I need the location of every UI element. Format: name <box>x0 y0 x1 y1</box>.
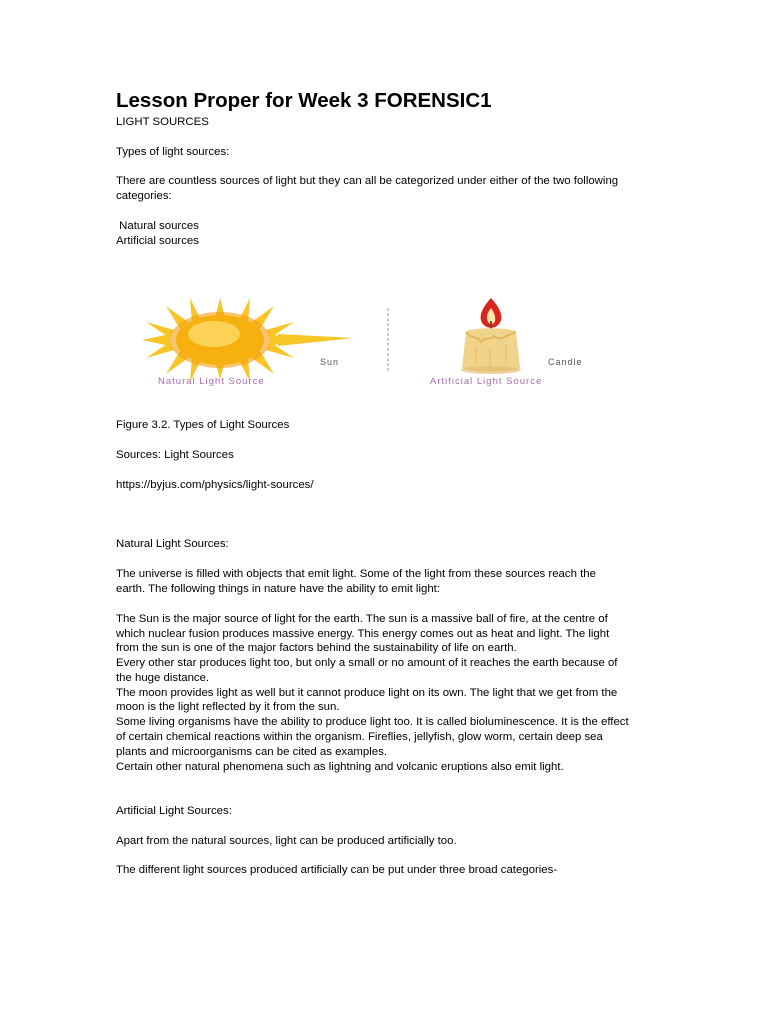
intro-line-1: There are countless sources of light but they can all be categorized under either of the two following <box>116 175 619 187</box>
artificial-light-caption: Artificial Light Source <box>430 376 543 387</box>
artificial-para-1: Apart from the natural sources, light can be produced artificially too. <box>116 835 457 847</box>
moon-para-line-1: The moon provides light as well but it cannot produce light on its own. The light that we get from the <box>116 687 618 699</box>
source-url: https://byjus.com/physics/light-sources/ <box>116 479 314 491</box>
light-sources-figure <box>138 294 632 392</box>
page-title: Lesson Proper for Week 3 FORENSIC1 <box>116 89 492 112</box>
artificial-heading: Artificial Light Sources: <box>116 805 232 817</box>
star-para-line-2: the huge distance. <box>116 672 210 684</box>
natural-intro-line-1: The universe is filled with objects that emit light. Some of the light from these sources reach the <box>116 568 596 580</box>
moon-para-line-2: moon is the light reflected by it from the sun. <box>116 701 340 713</box>
category-artificial: Artificial sources <box>116 235 199 247</box>
bio-para-line-2: of certain chemical reactions within the organism. Fireflies, jellyfish, glow worm, certain deep sea <box>116 731 603 743</box>
types-heading: Types of light sources: <box>116 146 230 158</box>
natural-intro-line-2: earth. The following things in nature have the ability to emit light: <box>116 583 440 595</box>
category-natural: Natural sources <box>116 220 199 232</box>
phenomena-para-line-1: Certain other natural phenomena such as lightning and volcanic eruptions also emit light. <box>116 761 564 773</box>
star-para-line-1: Every other star produces light too, but only a small or no amount of it reaches the earth because of <box>116 657 618 669</box>
intro-line-2: categories: <box>116 190 172 202</box>
sun-para-line-3: from the sun is one of the major factors behind the sustainability of life on earth. <box>116 642 517 654</box>
subtitle: LIGHT SOURCES <box>116 116 209 128</box>
bio-para-line-3: plants and microorganisms can be cited as examples. <box>116 746 387 758</box>
bio-para-line-1: Some living organisms have the ability to produce light too. It is called bioluminescence. It is the effect <box>116 716 629 728</box>
natural-heading: Natural Light Sources: <box>116 538 229 550</box>
sun-icon <box>142 298 354 382</box>
sun-label: Sun <box>320 357 340 367</box>
sun-para-line-2: which nuclear fusion produces massive energy. This energy comes out as heat and light. The light <box>116 628 610 640</box>
artificial-para-2: The different light sources produced artificially can be put under three broad categories- <box>116 864 558 876</box>
figure-caption: Figure 3.2. Types of Light Sources <box>116 419 290 431</box>
candle-icon <box>461 298 521 374</box>
candle-label: Candle <box>548 357 583 367</box>
natural-light-caption: Natural Light Source <box>158 376 265 387</box>
sun-para-line-1: The Sun is the major source of light for the earth. The sun is a massive ball of fire, at the centre of <box>116 613 608 625</box>
sources-line: Sources: Light Sources <box>116 449 234 461</box>
